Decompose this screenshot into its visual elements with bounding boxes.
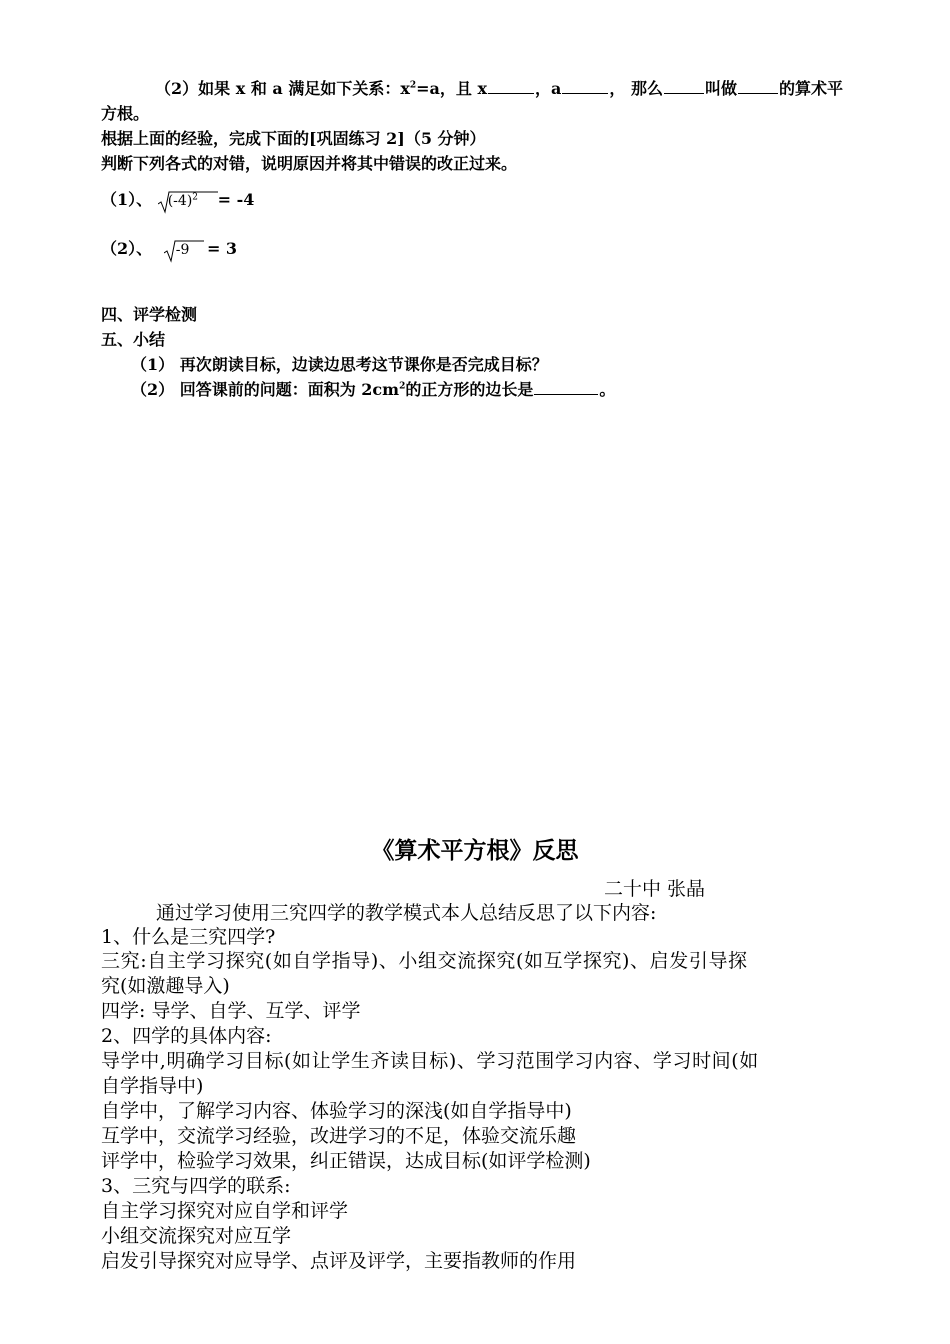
practice-instruction: 判断下列各式的对错，说明原因并将其中错误的改正过来。 [101,154,518,173]
reflection-line: 评学中，检验学习效果，纠正错误，达成目标(如评学检测) [101,1150,591,1172]
blank-subject [664,92,704,94]
reflection-line: 四学: 导学、自学、互学、评学 [101,1000,361,1022]
summary-item-2 [131,377,615,400]
reflection-line: 互学中，交流学习经验，改进学习的不足，体验交流乐趣 [101,1125,577,1147]
reflection-line: 究(如激趣导入) [101,975,230,997]
definition-text-b: =a，且 x [416,79,488,98]
exercise-1-label: （1）、 [101,190,153,209]
summary-item-2-text-c: 。 [599,380,616,399]
reflection-line: 通过学习使用三究四学的教学模式本人总结反思了以下内容: [156,902,657,924]
blank-side-length [534,393,598,395]
reflection-line: 启发引导探究对应导学、点评及评学，主要指教师的作用 [101,1250,577,1272]
sqrt-expression-1 [158,193,204,209]
definition-line-2: 方根。 [101,104,150,123]
definition-text-f: 的算术平 [779,79,844,98]
definition-text-c: ，a [535,79,562,98]
blank-x-condition [488,92,534,94]
reflection-line: 3、三究与四学的联系: [101,1175,291,1197]
summary-item-2-text-a: （2） 回答课前的问题：面积为 2cm [131,380,400,399]
section-5-heading: 五、小结 [101,330,166,349]
blank-a-condition [562,92,608,94]
reflection-line: 导学中,明确学习目标(如让学生齐读目标)、学习范围学习内容、学习时间(如 [101,1050,759,1072]
reflection-line: 小组交流探究对应互学 [101,1225,292,1247]
exercise-2-rhs: = 3 [206,239,238,258]
reflection-line: 自学中，了解学习内容、体验学习的深浅(如自学指导中) [101,1100,572,1122]
radical-sign-icon [158,190,218,216]
definition-text-e: 叫做 [704,79,737,98]
sqrt-exponent-1: 2 [192,191,199,202]
definition-text-a: （2）如果 x 和 a 满足如下关系：x [155,79,410,98]
reflection-line: 1、什么是三究四学? [101,926,276,948]
summary-item-1: （1） 再次朗读目标，边读边思考这节课你是否完成目标？ [131,355,548,374]
exercise-2-label: （2）、 [101,239,153,258]
exercise-2 [101,236,237,259]
exercise-1 [101,187,254,210]
reflection-title: 《算术平方根》反思 [371,837,579,864]
reflection-line: 自学指导中) [101,1075,204,1097]
sqrt-expression-2 [164,242,194,258]
blank-object [738,92,778,94]
radical-sign-icon [164,239,204,265]
superscript-2: 2 [399,381,406,392]
sqrt-radicand-2: -9 [175,241,190,258]
sqrt-radicand-1: (-4) [167,192,193,209]
summary-item-2-text-b: 的正方形的边长是 [405,380,534,399]
reflection-line: 2、四学的具体内容: [101,1025,272,1047]
exercise-1-rhs: = -4 [217,190,255,209]
definition-text-d: ， 那么 [609,79,663,98]
reflection-line: 自主学习探究对应自学和评学 [101,1200,349,1222]
section-4-heading: 四、评学检测 [101,305,198,324]
practice-heading: 根据上面的经验，完成下面的[巩固练习 2]（5 分钟） [101,129,486,148]
author: 二十中 张晶 [604,878,706,900]
superscript-2: 2 [409,80,417,91]
definition-line [155,76,843,99]
reflection-line: 三究:自主学习探究(如自学指导)、小组交流探究(如互学探究)、启发引导探 [101,950,748,972]
